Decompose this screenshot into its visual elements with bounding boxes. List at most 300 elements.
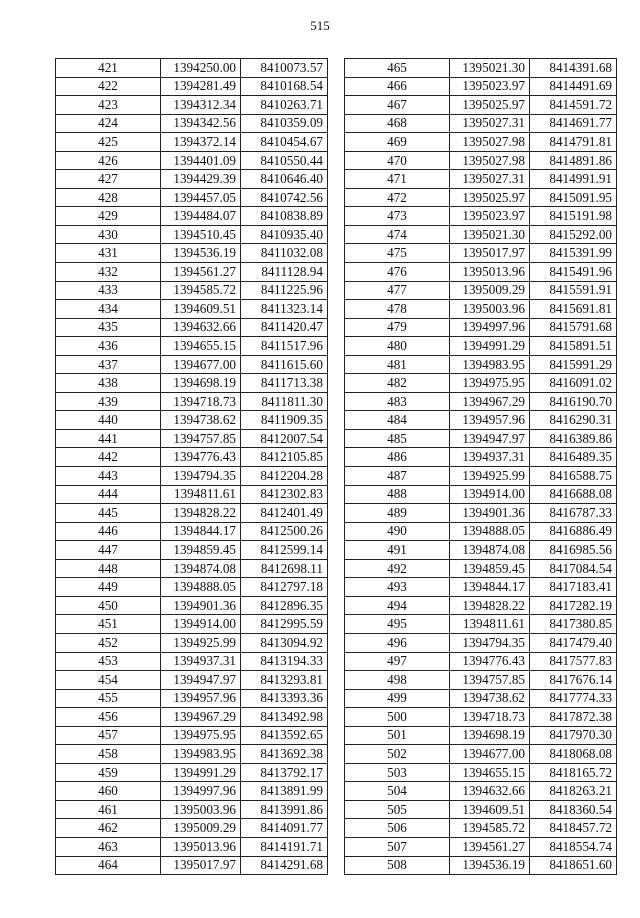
y-coordinate-cell: 8418457.72 [530, 819, 617, 838]
table-row [345, 300, 617, 319]
y-coordinate-cell: 8418651.60 [530, 856, 617, 875]
y-coordinate-cell: 8417380.85 [530, 615, 617, 634]
x-coordinate-cell: 1395017.97 [450, 244, 530, 263]
table-row [56, 411, 328, 430]
y-coordinate-cell: 8414291.68 [241, 856, 328, 875]
x-coordinate-cell: 1395025.97 [450, 188, 530, 207]
x-coordinate-cell: 1395021.30 [450, 225, 530, 244]
table-row [56, 745, 328, 764]
table-row [345, 819, 617, 838]
table-row [345, 59, 617, 78]
y-coordinate-cell: 8414691.77 [530, 114, 617, 133]
point-number-cell: 477 [345, 281, 450, 300]
x-coordinate-cell: 1394975.95 [161, 726, 241, 745]
x-coordinate-cell: 1394925.99 [450, 467, 530, 486]
y-coordinate-cell: 8411225.96 [241, 281, 328, 300]
y-coordinate-cell: 8412105.85 [241, 448, 328, 467]
y-coordinate-cell: 8413592.65 [241, 726, 328, 745]
y-coordinate-cell: 8418165.72 [530, 763, 617, 782]
point-number-cell: 448 [56, 559, 161, 578]
table-row [56, 522, 328, 541]
table-row [345, 745, 617, 764]
y-coordinate-cell: 8412204.28 [241, 467, 328, 486]
table-row [345, 133, 617, 152]
x-coordinate-cell: 1394983.95 [450, 355, 530, 374]
x-coordinate-cell: 1394401.09 [161, 151, 241, 170]
point-number-cell: 427 [56, 170, 161, 189]
y-coordinate-cell: 8414591.72 [530, 96, 617, 115]
y-coordinate-cell: 8411909.35 [241, 411, 328, 430]
point-number-cell: 465 [345, 59, 450, 78]
x-coordinate-cell: 1395027.31 [450, 170, 530, 189]
table-row [345, 559, 617, 578]
point-number-cell: 422 [56, 77, 161, 96]
y-coordinate-cell: 8414891.86 [530, 151, 617, 170]
y-coordinate-cell: 8410073.57 [241, 59, 328, 78]
table-row [56, 504, 328, 523]
table-row [345, 244, 617, 263]
table-row [345, 652, 617, 671]
table-row [56, 374, 328, 393]
point-number-cell: 423 [56, 96, 161, 115]
x-coordinate-cell: 1394429.39 [161, 170, 241, 189]
point-number-cell: 444 [56, 485, 161, 504]
y-coordinate-cell: 8417479.40 [530, 633, 617, 652]
table-row [56, 355, 328, 374]
x-coordinate-cell: 1394655.15 [161, 337, 241, 356]
y-coordinate-cell: 8417970.30 [530, 726, 617, 745]
table-row [56, 800, 328, 819]
x-coordinate-cell: 1394757.85 [161, 429, 241, 448]
y-coordinate-cell: 8410168.54 [241, 77, 328, 96]
table-row [56, 726, 328, 745]
table-row [345, 615, 617, 634]
x-coordinate-cell: 1394991.29 [450, 337, 530, 356]
x-coordinate-cell: 1394957.96 [450, 411, 530, 430]
x-coordinate-cell: 1395023.97 [450, 77, 530, 96]
table-row [345, 504, 617, 523]
x-coordinate-cell: 1394844.17 [161, 522, 241, 541]
y-coordinate-cell: 8416190.70 [530, 392, 617, 411]
table-row [345, 578, 617, 597]
coordinates-table-right [344, 58, 617, 875]
table-row [345, 151, 617, 170]
table-row [345, 318, 617, 337]
y-coordinate-cell: 8416985.56 [530, 541, 617, 560]
point-number-cell: 482 [345, 374, 450, 393]
x-coordinate-cell: 1394510.45 [161, 225, 241, 244]
table-row [345, 596, 617, 615]
point-number-cell: 435 [56, 318, 161, 337]
point-number-cell: 493 [345, 578, 450, 597]
table-row [56, 337, 328, 356]
page-number: 515 [310, 18, 330, 33]
y-coordinate-cell: 8412698.11 [241, 559, 328, 578]
point-number-cell: 447 [56, 541, 161, 560]
point-number-cell: 474 [345, 225, 450, 244]
table-row [56, 207, 328, 226]
x-coordinate-cell: 1394757.85 [450, 671, 530, 690]
y-coordinate-cell: 8415391.99 [530, 244, 617, 263]
x-coordinate-cell: 1395003.96 [161, 800, 241, 819]
point-number-cell: 503 [345, 763, 450, 782]
point-number-cell: 504 [345, 782, 450, 801]
point-number-cell: 462 [56, 819, 161, 838]
y-coordinate-cell: 8410263.71 [241, 96, 328, 115]
point-number-cell: 507 [345, 837, 450, 856]
y-coordinate-cell: 8415691.81 [530, 300, 617, 319]
point-number-cell: 500 [345, 708, 450, 727]
y-coordinate-cell: 8412599.14 [241, 541, 328, 560]
y-coordinate-cell: 8416886.49 [530, 522, 617, 541]
y-coordinate-cell: 8413991.86 [241, 800, 328, 819]
y-coordinate-cell: 8418263.21 [530, 782, 617, 801]
y-coordinate-cell: 8416588.75 [530, 467, 617, 486]
point-number-cell: 446 [56, 522, 161, 541]
point-number-cell: 463 [56, 837, 161, 856]
point-number-cell: 461 [56, 800, 161, 819]
x-coordinate-cell: 1395025.97 [450, 96, 530, 115]
x-coordinate-cell: 1394937.31 [450, 448, 530, 467]
x-coordinate-cell: 1394947.97 [450, 429, 530, 448]
point-number-cell: 497 [345, 652, 450, 671]
point-number-cell: 487 [345, 467, 450, 486]
point-number-cell: 491 [345, 541, 450, 560]
x-coordinate-cell: 1394914.00 [161, 615, 241, 634]
y-coordinate-cell: 8415191.98 [530, 207, 617, 226]
y-coordinate-cell: 8415991.29 [530, 355, 617, 374]
table-row [56, 541, 328, 560]
table-row [345, 800, 617, 819]
y-coordinate-cell: 8411323.14 [241, 300, 328, 319]
point-number-cell: 442 [56, 448, 161, 467]
table-row [56, 151, 328, 170]
point-number-cell: 429 [56, 207, 161, 226]
table-row [345, 541, 617, 560]
x-coordinate-cell: 1394609.51 [161, 300, 241, 319]
x-coordinate-cell: 1394632.66 [161, 318, 241, 337]
table-row [345, 392, 617, 411]
x-coordinate-cell: 1394914.00 [450, 485, 530, 504]
point-number-cell: 472 [345, 188, 450, 207]
point-number-cell: 481 [345, 355, 450, 374]
x-coordinate-cell: 1394585.72 [450, 819, 530, 838]
x-coordinate-cell: 1394947.97 [161, 671, 241, 690]
x-coordinate-cell: 1395027.98 [450, 133, 530, 152]
y-coordinate-cell: 8413891.99 [241, 782, 328, 801]
table-row [56, 819, 328, 838]
point-number-cell: 473 [345, 207, 450, 226]
x-coordinate-cell: 1395013.96 [450, 263, 530, 282]
point-number-cell: 457 [56, 726, 161, 745]
table-row [56, 596, 328, 615]
point-number-cell: 424 [56, 114, 161, 133]
y-coordinate-cell: 8417577.83 [530, 652, 617, 671]
point-number-cell: 464 [56, 856, 161, 875]
x-coordinate-cell: 1395009.29 [161, 819, 241, 838]
point-number-cell: 496 [345, 633, 450, 652]
x-coordinate-cell: 1394457.05 [161, 188, 241, 207]
x-coordinate-cell: 1394738.62 [450, 689, 530, 708]
point-number-cell: 431 [56, 244, 161, 263]
y-coordinate-cell: 8417872.38 [530, 708, 617, 727]
table-row [345, 485, 617, 504]
table-row [345, 207, 617, 226]
point-number-cell: 439 [56, 392, 161, 411]
table-row [56, 59, 328, 78]
table-row [345, 429, 617, 448]
table-row [56, 281, 328, 300]
y-coordinate-cell: 8415891.51 [530, 337, 617, 356]
y-coordinate-cell: 8417084.54 [530, 559, 617, 578]
table-row [56, 244, 328, 263]
point-number-cell: 485 [345, 429, 450, 448]
point-number-cell: 486 [345, 448, 450, 467]
x-coordinate-cell: 1394925.99 [161, 633, 241, 652]
table-row [345, 337, 617, 356]
y-coordinate-cell: 8415292.00 [530, 225, 617, 244]
point-number-cell: 484 [345, 411, 450, 430]
x-coordinate-cell: 1394937.31 [161, 652, 241, 671]
y-coordinate-cell: 8410742.56 [241, 188, 328, 207]
x-coordinate-cell: 1394844.17 [450, 578, 530, 597]
point-number-cell: 489 [345, 504, 450, 523]
point-number-cell: 460 [56, 782, 161, 801]
x-coordinate-cell: 1394609.51 [450, 800, 530, 819]
x-coordinate-cell: 1394372.14 [161, 133, 241, 152]
x-coordinate-cell: 1394811.61 [450, 615, 530, 634]
point-number-cell: 425 [56, 133, 161, 152]
x-coordinate-cell: 1394967.29 [161, 708, 241, 727]
table-row [56, 448, 328, 467]
x-coordinate-cell: 1395009.29 [450, 281, 530, 300]
y-coordinate-cell: 8418360.54 [530, 800, 617, 819]
table-row [56, 392, 328, 411]
point-number-cell: 453 [56, 652, 161, 671]
y-coordinate-cell: 8417183.41 [530, 578, 617, 597]
point-number-cell: 421 [56, 59, 161, 78]
table-row [345, 671, 617, 690]
point-number-cell: 428 [56, 188, 161, 207]
x-coordinate-cell: 1394888.05 [161, 578, 241, 597]
point-number-cell: 501 [345, 726, 450, 745]
point-number-cell: 470 [345, 151, 450, 170]
x-coordinate-cell: 1394561.27 [450, 837, 530, 856]
point-number-cell: 452 [56, 633, 161, 652]
table-row [345, 263, 617, 282]
x-coordinate-cell: 1394484.07 [161, 207, 241, 226]
point-number-cell: 468 [345, 114, 450, 133]
table-row [56, 559, 328, 578]
y-coordinate-cell: 8412797.18 [241, 578, 328, 597]
y-coordinate-cell: 8412401.49 [241, 504, 328, 523]
x-coordinate-cell: 1395017.97 [161, 856, 241, 875]
point-number-cell: 467 [345, 96, 450, 115]
x-coordinate-cell: 1394776.43 [161, 448, 241, 467]
y-coordinate-cell: 8415591.91 [530, 281, 617, 300]
x-coordinate-cell: 1395027.31 [450, 114, 530, 133]
point-number-cell: 426 [56, 151, 161, 170]
point-number-cell: 451 [56, 615, 161, 634]
x-coordinate-cell: 1394975.95 [450, 374, 530, 393]
table-row [345, 837, 617, 856]
y-coordinate-cell: 8410359.09 [241, 114, 328, 133]
point-number-cell: 483 [345, 392, 450, 411]
x-coordinate-cell: 1394677.00 [450, 745, 530, 764]
y-coordinate-cell: 8411128.94 [241, 263, 328, 282]
x-coordinate-cell: 1394888.05 [450, 522, 530, 541]
table-row [56, 225, 328, 244]
point-number-cell: 505 [345, 800, 450, 819]
y-coordinate-cell: 8412896.35 [241, 596, 328, 615]
table-row [345, 411, 617, 430]
y-coordinate-cell: 8412007.54 [241, 429, 328, 448]
y-coordinate-cell: 8411713.38 [241, 374, 328, 393]
point-number-cell: 458 [56, 745, 161, 764]
table-row [345, 114, 617, 133]
y-coordinate-cell: 8416389.86 [530, 429, 617, 448]
point-number-cell: 434 [56, 300, 161, 319]
table-row [56, 300, 328, 319]
x-coordinate-cell: 1395013.96 [161, 837, 241, 856]
x-coordinate-cell: 1394655.15 [450, 763, 530, 782]
x-coordinate-cell: 1394901.36 [161, 596, 241, 615]
x-coordinate-cell: 1394957.96 [161, 689, 241, 708]
point-number-cell: 479 [345, 318, 450, 337]
table-row [345, 225, 617, 244]
table-row [345, 374, 617, 393]
y-coordinate-cell: 8413393.36 [241, 689, 328, 708]
x-coordinate-cell: 1394718.73 [450, 708, 530, 727]
x-coordinate-cell: 1394312.34 [161, 96, 241, 115]
table-row [56, 708, 328, 727]
y-coordinate-cell: 8412995.59 [241, 615, 328, 634]
x-coordinate-cell: 1394794.35 [450, 633, 530, 652]
table-row [345, 689, 617, 708]
y-coordinate-cell: 8417774.33 [530, 689, 617, 708]
x-coordinate-cell: 1394859.45 [450, 559, 530, 578]
x-coordinate-cell: 1394698.19 [450, 726, 530, 745]
y-coordinate-cell: 8417282.19 [530, 596, 617, 615]
y-coordinate-cell: 8410935.40 [241, 225, 328, 244]
y-coordinate-cell: 8415791.68 [530, 318, 617, 337]
point-number-cell: 459 [56, 763, 161, 782]
y-coordinate-cell: 8412302.83 [241, 485, 328, 504]
table-row [56, 633, 328, 652]
x-coordinate-cell: 1394250.00 [161, 59, 241, 78]
x-coordinate-cell: 1394997.96 [450, 318, 530, 337]
point-number-cell: 433 [56, 281, 161, 300]
table-row [56, 578, 328, 597]
table-row [56, 615, 328, 634]
y-coordinate-cell: 8416787.33 [530, 504, 617, 523]
point-number-cell: 490 [345, 522, 450, 541]
point-number-cell: 449 [56, 578, 161, 597]
table-row [345, 188, 617, 207]
x-coordinate-cell: 1394794.35 [161, 467, 241, 486]
point-number-cell: 498 [345, 671, 450, 690]
table-row [345, 467, 617, 486]
table-row [56, 170, 328, 189]
point-number-cell: 445 [56, 504, 161, 523]
x-coordinate-cell: 1394561.27 [161, 263, 241, 282]
table-row [56, 856, 328, 875]
y-coordinate-cell: 8413792.17 [241, 763, 328, 782]
x-coordinate-cell: 1395027.98 [450, 151, 530, 170]
x-coordinate-cell: 1394718.73 [161, 392, 241, 411]
x-coordinate-cell: 1394997.96 [161, 782, 241, 801]
x-coordinate-cell: 1394536.19 [161, 244, 241, 263]
y-coordinate-cell: 8411032.08 [241, 244, 328, 263]
x-coordinate-cell: 1394874.08 [450, 541, 530, 560]
point-number-cell: 480 [345, 337, 450, 356]
y-coordinate-cell: 8418554.74 [530, 837, 617, 856]
y-coordinate-cell: 8410646.40 [241, 170, 328, 189]
x-coordinate-cell: 1394585.72 [161, 281, 241, 300]
table-row [56, 77, 328, 96]
table-row [345, 763, 617, 782]
x-coordinate-cell: 1394828.22 [450, 596, 530, 615]
point-number-cell: 466 [345, 77, 450, 96]
table-row [56, 318, 328, 337]
y-coordinate-cell: 8416688.08 [530, 485, 617, 504]
x-coordinate-cell: 1394698.19 [161, 374, 241, 393]
point-number-cell: 476 [345, 263, 450, 282]
table-row [345, 522, 617, 541]
table-row [345, 96, 617, 115]
point-number-cell: 488 [345, 485, 450, 504]
y-coordinate-cell: 8414091.77 [241, 819, 328, 838]
x-coordinate-cell: 1395023.97 [450, 207, 530, 226]
point-number-cell: 469 [345, 133, 450, 152]
x-coordinate-cell: 1394677.00 [161, 355, 241, 374]
point-number-cell: 454 [56, 671, 161, 690]
table-row [345, 170, 617, 189]
y-coordinate-cell: 8410454.67 [241, 133, 328, 152]
point-number-cell: 440 [56, 411, 161, 430]
table-row [56, 485, 328, 504]
y-coordinate-cell: 8414791.81 [530, 133, 617, 152]
table-row [56, 689, 328, 708]
point-number-cell: 455 [56, 689, 161, 708]
point-number-cell: 437 [56, 355, 161, 374]
x-coordinate-cell: 1394828.22 [161, 504, 241, 523]
table-row [345, 281, 617, 300]
y-coordinate-cell: 8411811.30 [241, 392, 328, 411]
point-number-cell: 450 [56, 596, 161, 615]
x-coordinate-cell: 1394342.56 [161, 114, 241, 133]
y-coordinate-cell: 8413492.98 [241, 708, 328, 727]
x-coordinate-cell: 1394901.36 [450, 504, 530, 523]
point-number-cell: 430 [56, 225, 161, 244]
x-coordinate-cell: 1395003.96 [450, 300, 530, 319]
point-number-cell: 492 [345, 559, 450, 578]
point-number-cell: 441 [56, 429, 161, 448]
table-row [56, 133, 328, 152]
y-coordinate-cell: 8413692.38 [241, 745, 328, 764]
point-number-cell: 508 [345, 856, 450, 875]
table-row [56, 188, 328, 207]
y-coordinate-cell: 8410550.44 [241, 151, 328, 170]
x-coordinate-cell: 1394281.49 [161, 77, 241, 96]
table-row [56, 429, 328, 448]
table-row [56, 263, 328, 282]
y-coordinate-cell: 8411420.47 [241, 318, 328, 337]
point-number-cell: 502 [345, 745, 450, 764]
y-coordinate-cell: 8411615.60 [241, 355, 328, 374]
table-row [345, 77, 617, 96]
table-row [56, 96, 328, 115]
